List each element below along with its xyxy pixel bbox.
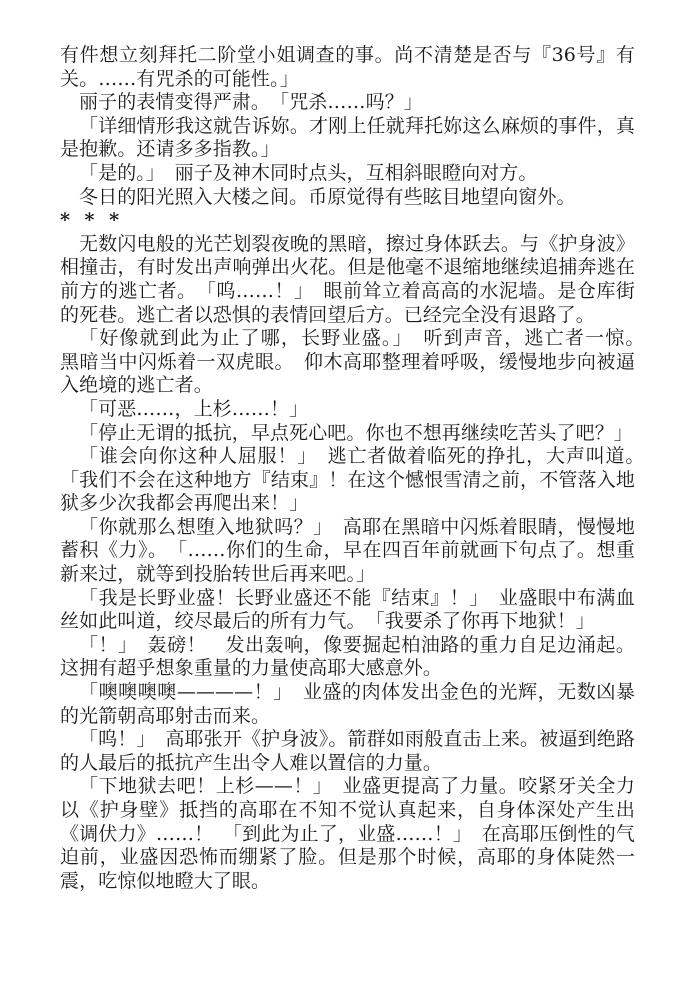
paragraph: 丽子的表情变得严肃。 「咒杀……吗？」	[79, 91, 423, 114]
novel-page	[60, 44, 655, 893]
scene-separator: * * *	[60, 209, 124, 232]
paragraph: 「好像就到此为止了哪，长野业盛。」 听到声音，逃亡者一惊。 黑暗当中闪烁着一双虎眼。 仰木高耶整理着呼吸，缓慢地步向被逼入绝境的逃亡者。	[60, 327, 655, 397]
paragraph: 无数闪电般的光芒划裂夜晚的黑暗，擦过身体跃去。与《护身波》相撞击，有时发出声响弹出火花。但是他毫不退缩地继续追捕奔逃在前方的逃亡者。 「呜……！」 眼前耸立着高高的水泥墙。是仓库街的死巷。逃亡者以恐惧的表情回望后方。已经完全没有退路了。	[60, 232, 635, 326]
paragraph: 「我是长野业盛！长野业盛还不能『结束』！」 业盛眼中布满血丝如此叫道，绞尽最后的所有力气。 「我要杀了你再下地狱！」	[60, 586, 635, 633]
paragraph: 「！」 轰磅！ 发出轰响，像要掘起柏油路的重力自足边涌起。这拥有超乎想象重量的力量使高耶大感意外。	[60, 633, 635, 680]
paragraph: 「噢噢噢噢————！」 业盛的肉体发出金色的光辉，无数凶暴的光箭朝高耶射击而来。	[60, 681, 635, 727]
paragraph: 有件想立刻拜托二阶堂小姐调查的事。尚不清楚是否与『36号』有关。……有咒杀的可能性。」	[60, 44, 635, 90]
paragraph: 「谁会向你这种人屈服！」 逃亡者做着临死的挣扎，大声叫道。 「我们不会在这种地方『结束』！在这个憾恨雪清之前，不管落入地狱多少次我都会再爬出来！」	[60, 445, 655, 515]
paragraph: 「是的。」 丽子及神木同时点头，互相斜眼瞪向对方。	[79, 161, 538, 184]
paragraph: 冬日的阳光照入大楼之间。币原觉得有些眩目地望向窗外。	[79, 185, 576, 208]
paragraph: 「停止无谓的抵抗，早点死心吧。你也不想再继续吃苦头了吧？」	[79, 421, 633, 444]
paragraph: 「你就那么想堕入地狱吗？」 高耶在黑暗中闪烁着眼睛，慢慢地蓄积《力》。 「……你们的生命，早在四百年前就画下句点了。想重新来过，就等到投胎转世后再来吧。」	[60, 515, 635, 586]
paragraph: 「详细情形我这就告诉妳。才刚上任就拜托妳这么麻烦的事件，真是抱歉。还请多多指教。」	[60, 114, 635, 161]
paragraph: 「可恶……，上杉……！」	[79, 397, 309, 420]
paragraph: 「呜！」 高耶张开《护身波》。箭群如雨般直击上来。被逼到绝路的人最后的抵抗产生出令人难以置信的力量。	[60, 728, 635, 774]
paragraph: 「下地狱去吧！上杉——！」 业盛更提高了力量。咬紧牙关全力以《护身壁》抵挡的高耶在不知不觉认真起来，自身体深处产生出《调伏力》……！ 「到此为止了，业盛……！」 在高耶压倒性的气迫前，业盛因恐怖而绷紧了脸。但是那个时候，高耶的身体陡然一震，吃惊似地瞪大了眼。	[60, 775, 635, 892]
